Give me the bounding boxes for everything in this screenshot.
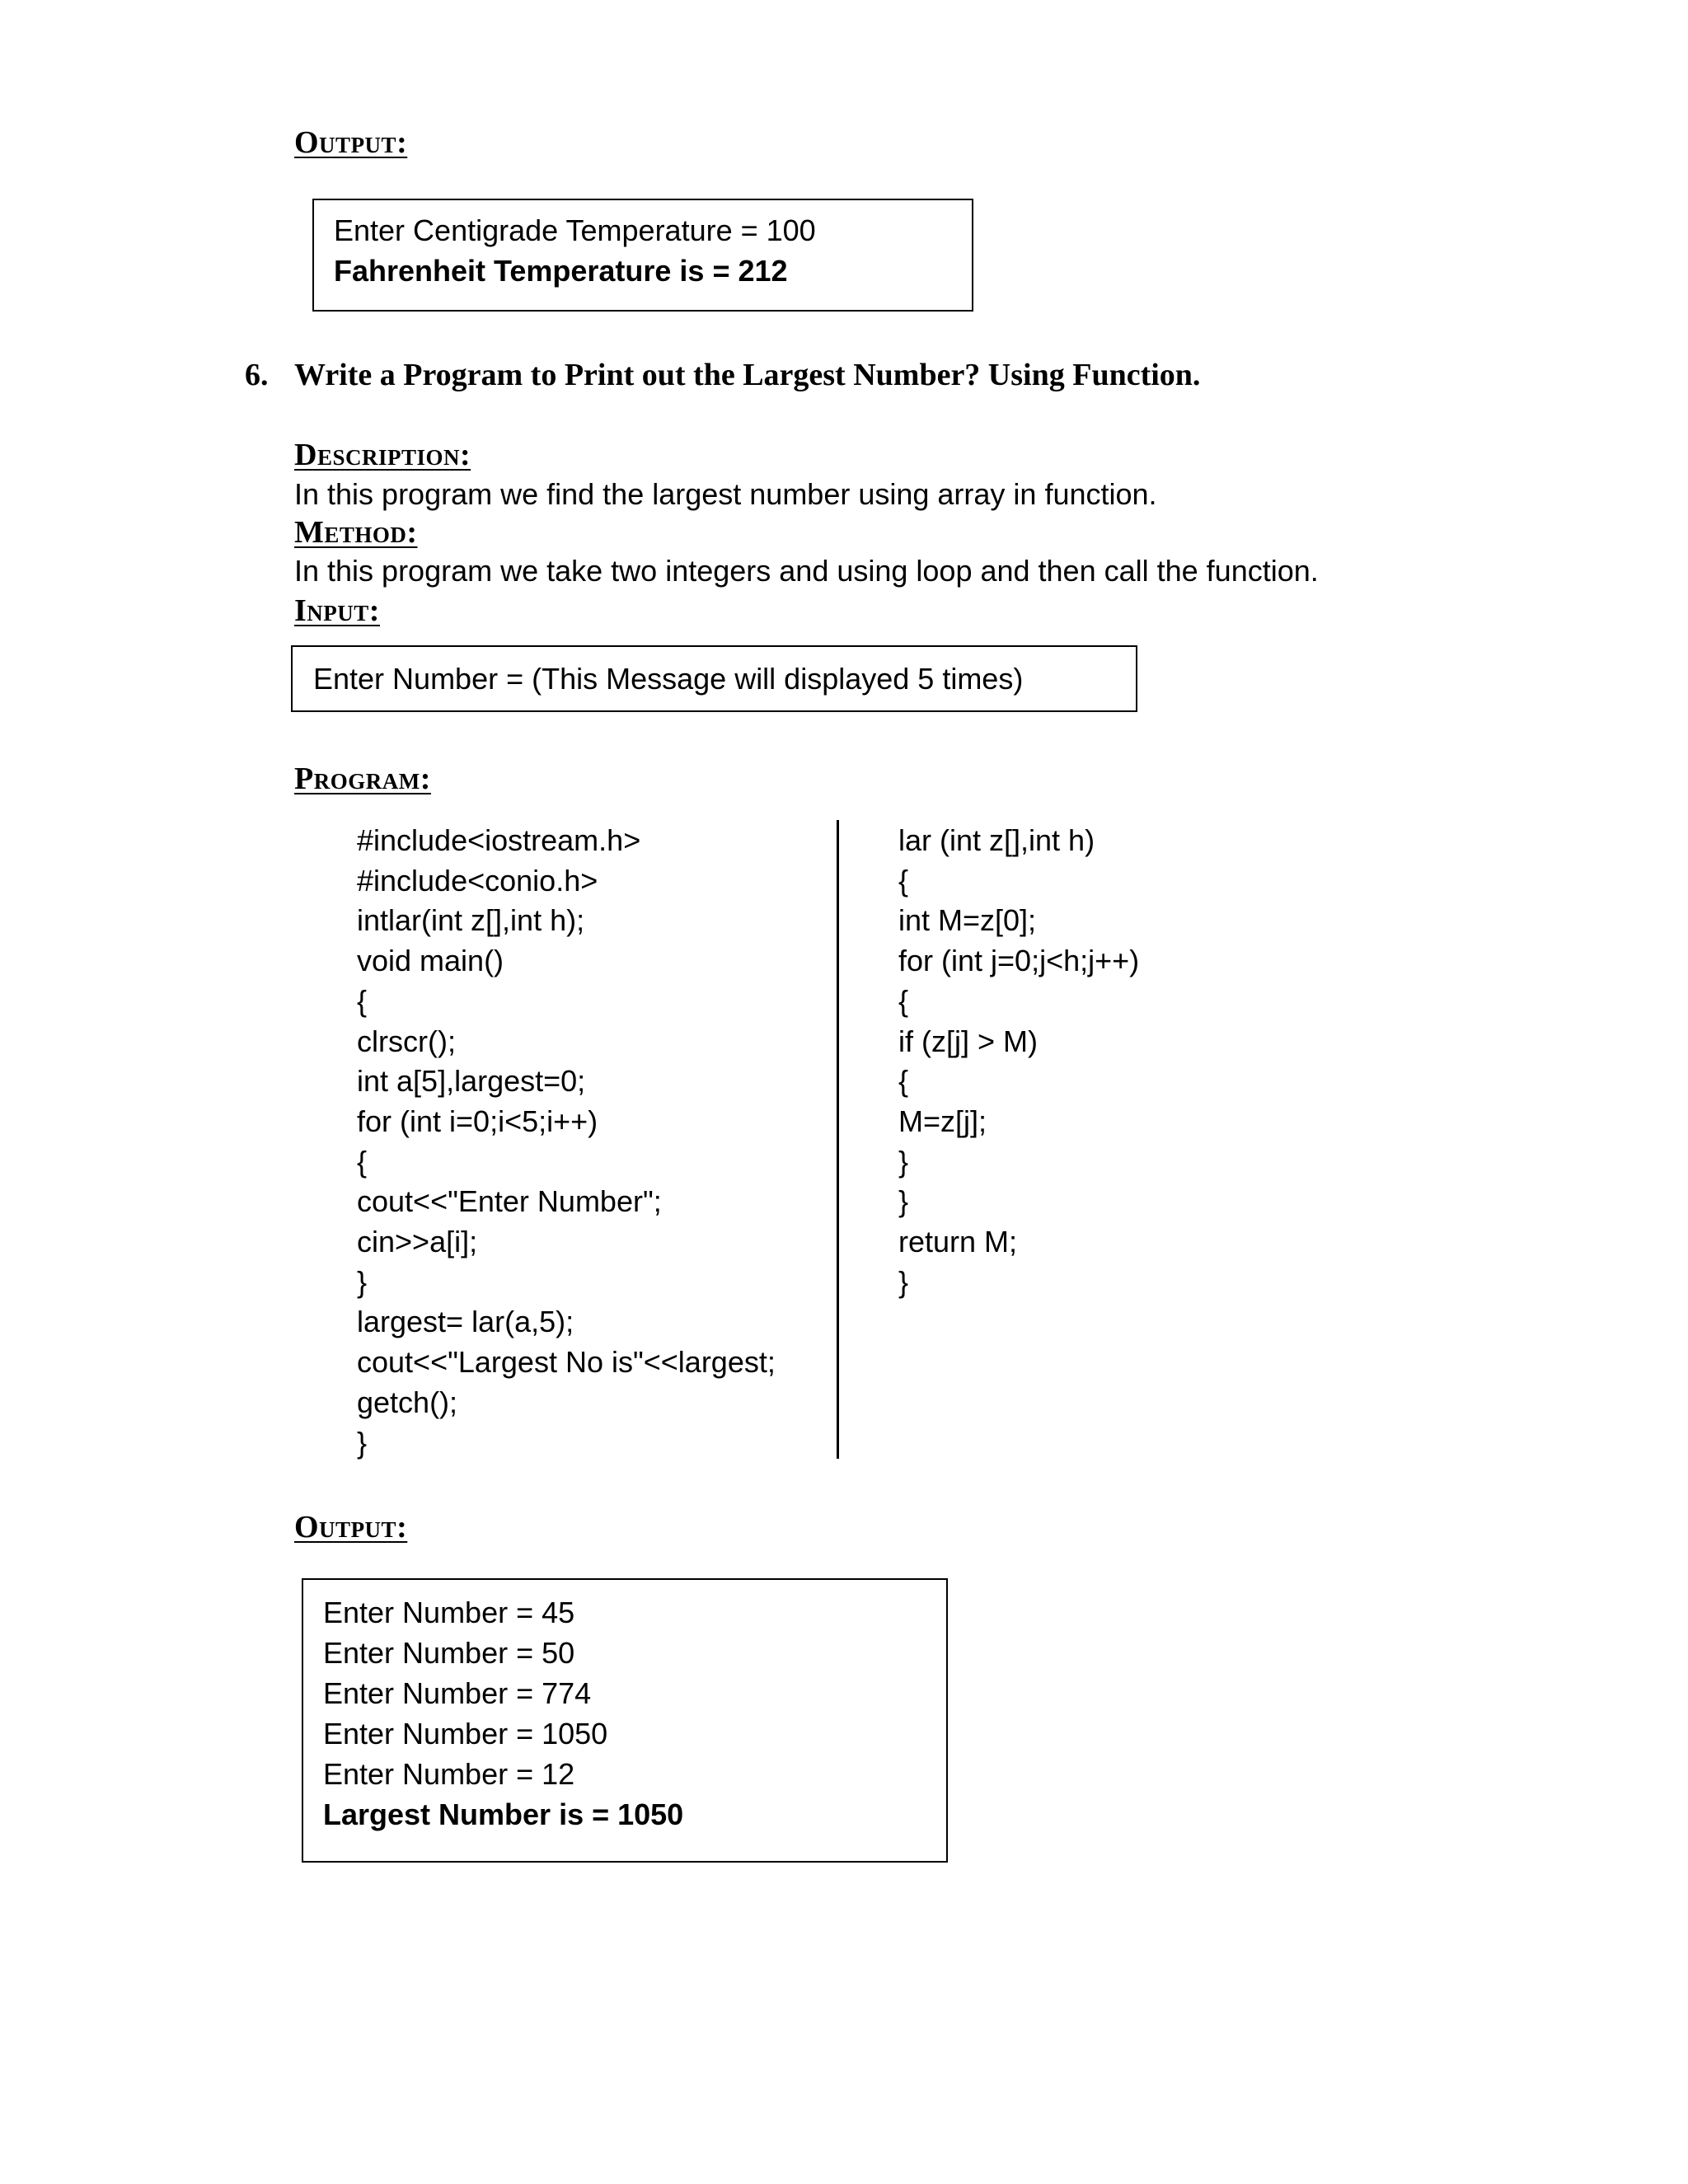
top-output-box: [312, 199, 973, 312]
code-line: cin>>a[i];: [357, 1225, 478, 1259]
description-text: In this program we find the largest number using array in function.: [294, 477, 1157, 511]
top-output-heading: Output:: [294, 125, 408, 160]
input-box-text: Enter Number = (This Message will displayed 5 times): [313, 662, 1024, 696]
code-line: {: [357, 1144, 368, 1179]
code-line: M=z[j];: [898, 1104, 987, 1138]
code-line: void main(): [357, 944, 504, 978]
code-line: int M=z[0];: [898, 903, 1037, 938]
program-left-code: [357, 821, 776, 1463]
code-column-divider: [837, 820, 839, 1459]
code-line: intlar(int z[],int h);: [357, 903, 585, 938]
output-line: Enter Number = 50: [323, 1636, 575, 1670]
output-line: Enter Number = 12: [323, 1757, 575, 1791]
program-right-code: [898, 821, 1139, 1302]
bottom-output-lines: [323, 1592, 683, 1835]
code-line: cout<<"Enter Number";: [357, 1184, 662, 1219]
code-line: #include<iostream.h>: [357, 823, 641, 857]
code-line: }: [898, 1264, 909, 1299]
code-line: for (int i=0;i<5;i++): [357, 1104, 598, 1138]
code-line: }: [898, 1144, 909, 1179]
description-heading: Description:: [294, 438, 471, 472]
output-line: Enter Number = 45: [323, 1596, 575, 1629]
code-line: #include<conio.h>: [357, 863, 598, 898]
code-line: }: [357, 1264, 368, 1299]
code-line: {: [898, 863, 909, 898]
bottom-output-heading: Output:: [294, 1510, 408, 1544]
output-line: Enter Number = 774: [323, 1676, 592, 1710]
code-line: clrscr();: [357, 1024, 456, 1058]
question-number: 6.: [245, 358, 269, 392]
code-line: int a[5],largest=0;: [357, 1064, 586, 1099]
code-line: largest= lar(a,5);: [357, 1305, 574, 1339]
question-text: Write a Program to Print out the Largest Number? Using Function.: [294, 358, 1201, 392]
code-line: }: [357, 1425, 368, 1460]
program-heading: Program:: [294, 762, 431, 796]
code-line: {: [898, 983, 909, 1018]
method-heading: Method:: [294, 515, 418, 550]
code-line: for (int j=0;j<h;j++): [898, 944, 1140, 978]
output-line: Enter Number = 1050: [323, 1717, 608, 1750]
input-heading: Input:: [294, 593, 380, 628]
top-output-line-2: Fahrenheit Temperature is = 212: [334, 254, 788, 288]
top-output-line-1: Enter Centigrade Temperature = 100: [334, 213, 816, 247]
code-line: if (z[j] > M): [898, 1024, 1038, 1058]
code-line: {: [898, 1064, 909, 1099]
input-box: [291, 645, 1137, 712]
method-text: In this program we take two integers and using loop and then call the function.: [294, 554, 1319, 588]
code-line: getch();: [357, 1385, 458, 1419]
bottom-output-box: [302, 1578, 948, 1863]
code-line: cout<<"Largest No is"<<largest;: [357, 1345, 776, 1380]
code-line: return M;: [898, 1225, 1018, 1259]
code-line: {: [357, 983, 368, 1018]
output-result-line: Largest Number is = 1050: [323, 1797, 684, 1831]
code-line: }: [898, 1184, 909, 1219]
code-line: lar (int z[],int h): [898, 823, 1095, 857]
